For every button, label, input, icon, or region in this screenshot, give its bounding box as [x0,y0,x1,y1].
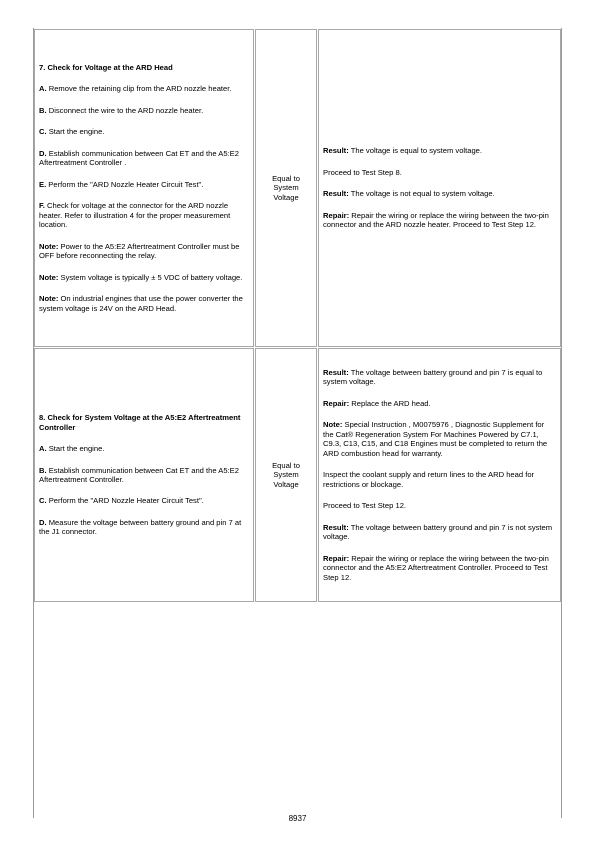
result-item [323,399,556,408]
instruction-label: D. [39,148,47,158]
instruction [39,201,249,229]
results-cell [318,29,561,347]
result-item [323,554,556,582]
instruction-text: Perform the "ARD Nozzle Heater Circuit Test". [46,496,204,506]
instruction [39,496,249,505]
note-text: System voltage is typically ± 5 VDC of battery voltage. [58,272,243,282]
result-label: Repair: [323,553,350,563]
result-item [323,189,556,198]
result-label: Repair: [323,210,350,220]
instruction-text: Perform the "ARD Nozzle Heater Circuit Test". [46,179,204,189]
note [39,294,249,313]
instruction-label: B. [39,465,47,475]
result-item [323,470,556,489]
instruction-label: C. [39,496,47,506]
note-text: Power to the A5:E2 Aftertreatment Controller must be OFF before reconnecting the relay. [39,241,240,261]
test-step-cell [34,348,254,602]
step-title: 8. Check for System Voltage at the A5:E2 Aftertreatment Controller [39,413,241,432]
table-row [34,29,561,347]
result-text: The voltage is equal to system voltage. [348,146,482,156]
result-item [323,368,556,387]
note-label: Note: [39,272,59,282]
instruction-label: D. [39,517,47,527]
instruction-text: Measure the voltage between battery ground and pin 7 at the J1 connector. [39,517,242,537]
result-item [323,523,556,542]
instruction-text: Start the engine. [46,444,105,454]
instruction-text: Check for voltage at the connector for the ARD nozzle heater. Refer to illustration 4 for the proper measurement location. [39,201,231,230]
instruction [39,180,249,189]
instruction-label: A. [39,444,47,454]
result-text: Repair the wiring or replace the wiring between the two-pin connector and the ARD nozzle heater. Proceed to Test Step 12. [323,210,549,230]
note-label: Note: [323,420,343,430]
expected-result-cell: Equal to System Voltage [255,348,317,602]
note-label: Note: [39,241,59,251]
results-cell [318,348,561,602]
result-text: Inspect the coolant supply and return lines to the ARD head for restrictions or blockage. [323,470,535,489]
instruction [39,444,249,453]
instruction [39,127,249,136]
note [39,242,249,261]
result-label: Result: [323,189,349,199]
result-label: Result: [323,367,349,377]
instruction [39,106,249,115]
result-label: Repair: [323,398,350,408]
instruction-label: B. [39,105,47,115]
test-steps-table [33,28,562,603]
test-step-cell [34,29,254,347]
instruction-label: A. [39,84,47,94]
instruction-text: Establish communication between Cat ET and the A5:E2 Aftertreatment Controller. [39,465,239,484]
result-text: The voltage is not equal to system voltage. [348,189,495,199]
note-label: Note: [39,294,59,304]
result-item [323,501,556,510]
expected-result-cell: Equal to System Voltage [255,29,317,347]
instruction-text: Start the engine. [46,127,105,137]
result-item [323,146,556,155]
instruction [39,466,249,485]
instruction [39,149,249,168]
note-text: On industrial engines that use the power converter the system voltage is 24V on the ARD Head. [39,294,243,313]
table-row [34,348,561,602]
step-title: 7. Check for Voltage at the ARD Head [39,62,173,72]
result-text: Replace the ARD head. [349,398,431,408]
instruction-label: F. [39,201,45,211]
result-text: Proceed to Test Step 8. [323,167,402,177]
note [39,273,249,282]
result-text: Proceed to Test Step 12. [323,501,407,511]
instruction [39,84,249,93]
result-text: The voltage between battery ground and pin 7 is equal to system voltage. [323,367,543,387]
result-text: Repair the wiring or replace the wiring between the two-pin connector and the A5:E2 Aftertreatment Controller. Proceed to Test Step 12. [323,553,549,582]
result-text: The voltage between battery ground and pin 7 is not system voltage. [323,522,553,542]
instruction-text: Disconnect the wire to the ARD nozzle heater. [46,105,204,115]
result-label: Result: [323,146,349,156]
instruction-label: C. [39,127,47,137]
instruction-text: Remove the retaining clip from the ARD nozzle heater. [46,84,232,94]
instruction-text: Establish communication between Cat ET and the A5:E2 Aftertreatment Controller . [39,148,239,168]
result-item [323,211,556,230]
note-text: Special Instruction , M0075976 , Diagnostic Supplement for the Cat® Regeneration System For Machines Powered by C7.1, C9.3, C13, C15, and C18 Engines must be completed to return the ARD combustion head for warranty. [323,420,548,458]
result-label: Result: [323,522,349,532]
page-number: 8937 [288,814,307,823]
result-item [323,168,556,177]
instruction-label: E. [39,179,47,189]
note [323,420,556,458]
instruction [39,518,249,537]
